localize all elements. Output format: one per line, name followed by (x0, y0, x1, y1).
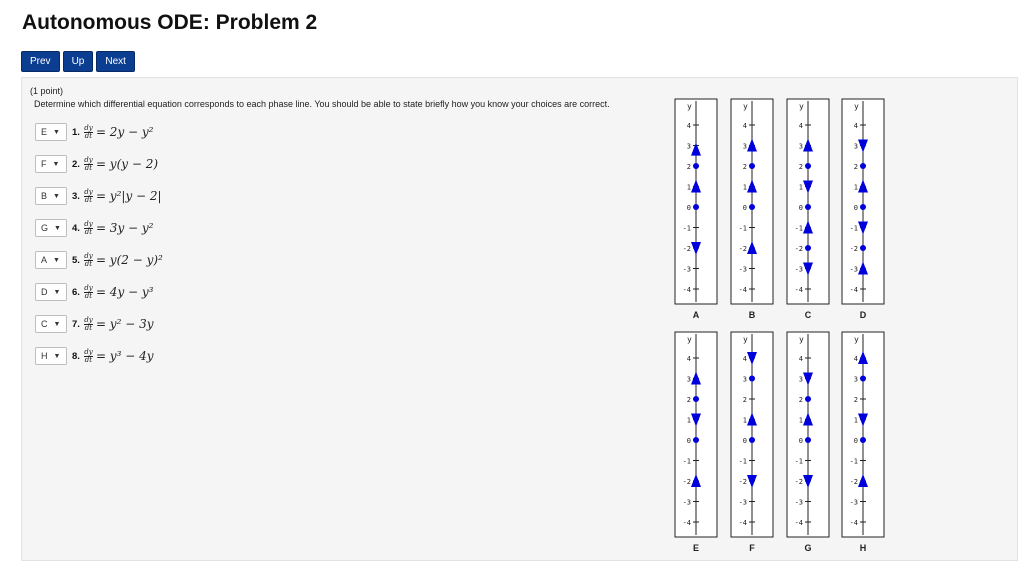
answer-select-value: B (41, 191, 48, 201)
next-button[interactable]: Next (96, 51, 135, 72)
question-number: 7. (72, 318, 80, 330)
tick-label: 4 (798, 355, 803, 363)
tick-label: -4 (682, 286, 691, 294)
equilibrium-dot (805, 163, 811, 169)
tick-label: 4 (742, 122, 747, 130)
tick-label: -3 (682, 498, 691, 507)
phase-line-label: G (804, 543, 812, 553)
tick-label: 0 (742, 437, 747, 445)
equation-rhs: = y² − 3y (95, 317, 154, 331)
equilibrium-dot (805, 437, 811, 443)
axis-label-y: y (854, 335, 859, 344)
tick-label: -2 (849, 478, 858, 486)
axis-label-y: y (743, 102, 748, 111)
tick-label: 3 (686, 142, 691, 151)
derivative-fraction: $\frac{dy}{dt}$ (84, 283, 93, 300)
tick-label: -4 (682, 519, 691, 527)
prev-button[interactable]: Prev (21, 51, 60, 72)
tick-label: 0 (798, 437, 803, 445)
caret-down-icon: ▼ (53, 256, 60, 264)
equilibrium-dot (749, 163, 755, 169)
phase-line-label: A (692, 310, 700, 320)
tick-label: 2 (742, 396, 747, 404)
tick-label: 2 (798, 163, 803, 171)
equation-rhs: = y³ − 4y (95, 349, 154, 363)
tick-label: 1 (798, 416, 803, 425)
tick-label: -4 (794, 519, 803, 527)
equilibrium-dot (860, 376, 866, 382)
tick-label: -1 (738, 224, 747, 233)
axis-label-y: y (687, 102, 692, 111)
tick-label: 1 (742, 416, 747, 425)
caret-down-icon: ▼ (53, 288, 61, 296)
derivative-fraction: $\frac{dy}{dt}$ (84, 347, 93, 364)
equilibrium-dot (805, 204, 811, 210)
caret-down-icon: ▼ (53, 352, 61, 360)
tick-label: 3 (742, 142, 747, 151)
axis-label-y: y (799, 102, 804, 111)
tick-label: -4 (738, 519, 747, 527)
answer-select-value: A (41, 255, 48, 265)
caret-down-icon: ▼ (53, 320, 61, 328)
answer-select-value: G (41, 223, 49, 233)
axis-label-y: y (743, 335, 748, 344)
question-number: 8. (72, 350, 80, 362)
tick-label: 0 (853, 204, 858, 212)
tick-label: 0 (686, 204, 691, 212)
tick-label: -1 (682, 457, 691, 466)
phase-line-label: C (804, 310, 812, 320)
derivative-fraction: $\frac{dy}{dt}$ (84, 219, 93, 236)
answer-select-value: C (41, 319, 48, 329)
tick-label: -4 (849, 519, 858, 527)
equilibrium-dot (860, 437, 866, 443)
equilibrium-dot (693, 163, 699, 169)
question-number: 3. (72, 190, 80, 202)
up-button[interactable]: Up (63, 51, 94, 72)
equilibrium-dot (693, 396, 699, 402)
tick-label: -3 (738, 498, 747, 507)
tick-label: -3 (849, 265, 858, 274)
tick-label: 1 (742, 183, 747, 192)
question-number: 5. (72, 254, 80, 266)
caret-down-icon: ▼ (54, 224, 61, 232)
points-label: (1 point) (30, 86, 64, 96)
equation-rhs: = y(y − 2) (95, 157, 159, 171)
tick-label: -4 (849, 286, 858, 294)
tick-label: 0 (686, 437, 691, 445)
tick-label: 2 (742, 163, 747, 171)
equilibrium-dot (749, 376, 755, 382)
tick-label: -3 (682, 265, 691, 274)
question-number: 1. (72, 126, 80, 138)
tick-label: -2 (794, 478, 803, 486)
tick-label: 4 (742, 355, 747, 363)
tick-label: -1 (794, 224, 803, 233)
phase-line-label: H (859, 543, 867, 553)
tick-label: 0 (742, 204, 747, 212)
equilibrium-dot (805, 396, 811, 402)
axis-label-y: y (799, 335, 804, 344)
derivative-fraction: $\frac{dy}{dt}$ (84, 315, 93, 332)
instructions-text: Determine which differential equation corresponds to each phase line. You should be able to state briefly how you know your choices are correct. (34, 99, 610, 109)
tick-label: -1 (682, 224, 691, 233)
tick-label: 2 (853, 163, 858, 171)
nav-bar (21, 51, 135, 72)
tick-label: 4 (798, 122, 803, 130)
phase-line-label: B (748, 310, 756, 320)
tick-label: 3 (798, 142, 803, 151)
tick-label: -1 (849, 224, 858, 233)
tick-label: 2 (686, 163, 691, 171)
tick-label: -1 (738, 457, 747, 466)
tick-label: -1 (794, 457, 803, 466)
caret-down-icon: ▼ (53, 128, 60, 136)
answer-select-value: E (41, 127, 48, 137)
tick-label: -4 (738, 286, 747, 294)
equation-rhs: = y(2 − y)² (95, 253, 163, 267)
tick-label: 1 (686, 183, 691, 192)
caret-down-icon: ▼ (53, 192, 60, 200)
page-title: Autonomous ODE: Problem 2 (22, 11, 318, 34)
derivative-fraction: $\frac{dy}{dt}$ (84, 251, 93, 268)
tick-label: 3 (853, 375, 858, 384)
phase-line-label: E (692, 543, 700, 553)
tick-label: 4 (853, 122, 858, 130)
derivative-fraction: $\frac{dy}{dt}$ (84, 155, 93, 172)
equation-rhs: = 3y − y² (95, 221, 154, 235)
answer-select-value: F (41, 159, 47, 169)
question-number: 6. (72, 286, 80, 298)
equation-rhs: = y²|y − 2| (95, 189, 162, 203)
tick-label: 2 (798, 396, 803, 404)
equilibrium-dot (749, 437, 755, 443)
problem-panel (21, 77, 1018, 561)
tick-label: -1 (849, 457, 858, 466)
axis-label-y: y (687, 335, 692, 344)
tick-label: 4 (853, 355, 858, 363)
answer-select-value: D (41, 287, 48, 297)
caret-down-icon: ▼ (52, 160, 60, 168)
tick-label: -2 (738, 478, 747, 486)
derivative-fraction: $\frac{dy}{dt}$ (84, 123, 93, 140)
tick-label: -3 (794, 498, 803, 507)
tick-label: -2 (682, 245, 691, 253)
tick-label: -3 (794, 265, 803, 274)
tick-label: 1 (798, 183, 803, 192)
equilibrium-dot (860, 163, 866, 169)
equilibrium-dot (805, 245, 811, 251)
tick-label: 3 (686, 375, 691, 384)
phase-line-label: F (749, 543, 755, 553)
axis-label-y: y (854, 102, 859, 111)
equation-rhs: = 2y − y² (95, 125, 154, 139)
tick-label: 1 (686, 416, 691, 425)
tick-label: -2 (738, 245, 747, 253)
equilibrium-dot (860, 245, 866, 251)
tick-label: -3 (849, 498, 858, 507)
tick-label: 4 (686, 355, 691, 363)
phase-line-diagrams (22, 78, 1019, 562)
tick-label: 2 (686, 396, 691, 404)
phase-line-label: D (859, 310, 867, 320)
tick-label: -2 (849, 245, 858, 253)
question-number: 4. (72, 222, 80, 234)
tick-label: -2 (682, 478, 691, 486)
tick-label: 2 (853, 396, 858, 404)
derivative-fraction: $\frac{dy}{dt}$ (84, 187, 93, 204)
tick-label: 0 (798, 204, 803, 212)
tick-label: 3 (798, 375, 803, 384)
tick-label: -2 (794, 245, 803, 253)
tick-label: 0 (853, 437, 858, 445)
tick-label: 3 (853, 142, 858, 151)
equilibrium-dot (693, 437, 699, 443)
tick-label: 1 (853, 416, 858, 425)
equilibrium-dot (693, 204, 699, 210)
answer-select-value: H (41, 351, 48, 361)
tick-label: -3 (738, 265, 747, 274)
question-number: 2. (72, 158, 80, 170)
tick-label: -4 (794, 286, 803, 294)
equilibrium-dot (860, 204, 866, 210)
tick-label: 1 (853, 183, 858, 192)
equilibrium-dot (749, 204, 755, 210)
equation-rhs: = 4y − y³ (95, 285, 154, 299)
tick-label: 3 (742, 375, 747, 384)
tick-label: 4 (686, 122, 691, 130)
